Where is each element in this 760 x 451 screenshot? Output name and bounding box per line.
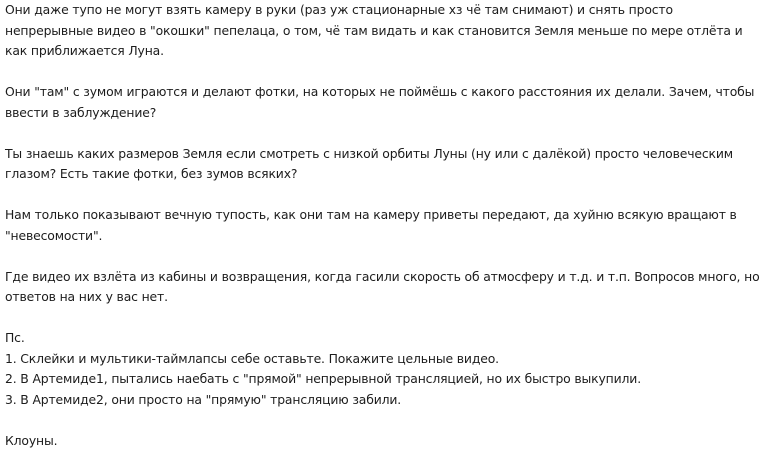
paragraph-line: Они "там" с зумом играются и делают фотки, на которых не поймёшь с какого расстояния их делали. Зачем, чтобы xyxy=(5,82,637,103)
paragraph-line: Ты знаешь каких размеров Земля если смотреть с низкой орбиты Луны (ну или с далёкой) просто человеческим xyxy=(5,144,637,165)
closing-text: Клоуны. xyxy=(5,431,637,451)
paragraph-weightlessness xyxy=(5,205,637,246)
post-body xyxy=(5,0,637,451)
paragraph-line: Они даже тупо не могут взять камеру в руки (раз уж стационарные хз чё там снимают) и снять просто xyxy=(5,0,637,21)
paragraph-line: ввести в заблуждение? xyxy=(5,103,637,124)
postscript-item: 1. Склейки и мультики-таймлапсы себе оставьте. Покажите цельные видео. xyxy=(5,349,637,370)
paragraph-line: глазом? Есть такие фотки, без зумов всяких? xyxy=(5,164,637,185)
paragraph-launch-video xyxy=(5,267,637,308)
paragraph-line: Где видео их взлёта из кабины и возвращения, когда гасили скорость об атмосферу и т.д. и т.п. Вопросов много, но xyxy=(5,267,637,288)
postscript-item: 3. В Артемиде2, они просто на "прямую" трансляцию забили. xyxy=(5,390,637,411)
paragraph-line: "невесомости". xyxy=(5,226,637,247)
postscript xyxy=(5,328,637,410)
paragraph-line: как приближается Луна. xyxy=(5,41,637,62)
paragraph-line: ответов на них у вас нет. xyxy=(5,287,637,308)
paragraph-line: непрерывные видео в "окошки" пепелаца, о том, чё там видать и как становится Земля меньше по мере отлёта и xyxy=(5,21,637,42)
closing-line xyxy=(5,431,637,451)
paragraph-line: Нам только показывают вечную тупость, как они там на камеру приветы передают, да хуйню всякую вращают в xyxy=(5,205,637,226)
postscript-item: 2. В Артемиде1, пытались наебать с "прямой" непрерывной трансляцией, но их быстро выкупили. xyxy=(5,369,637,390)
postscript-label: Пс. xyxy=(5,328,637,349)
paragraph-earth-size xyxy=(5,144,637,185)
paragraph-zoom xyxy=(5,82,637,123)
paragraph-camera xyxy=(5,0,637,62)
